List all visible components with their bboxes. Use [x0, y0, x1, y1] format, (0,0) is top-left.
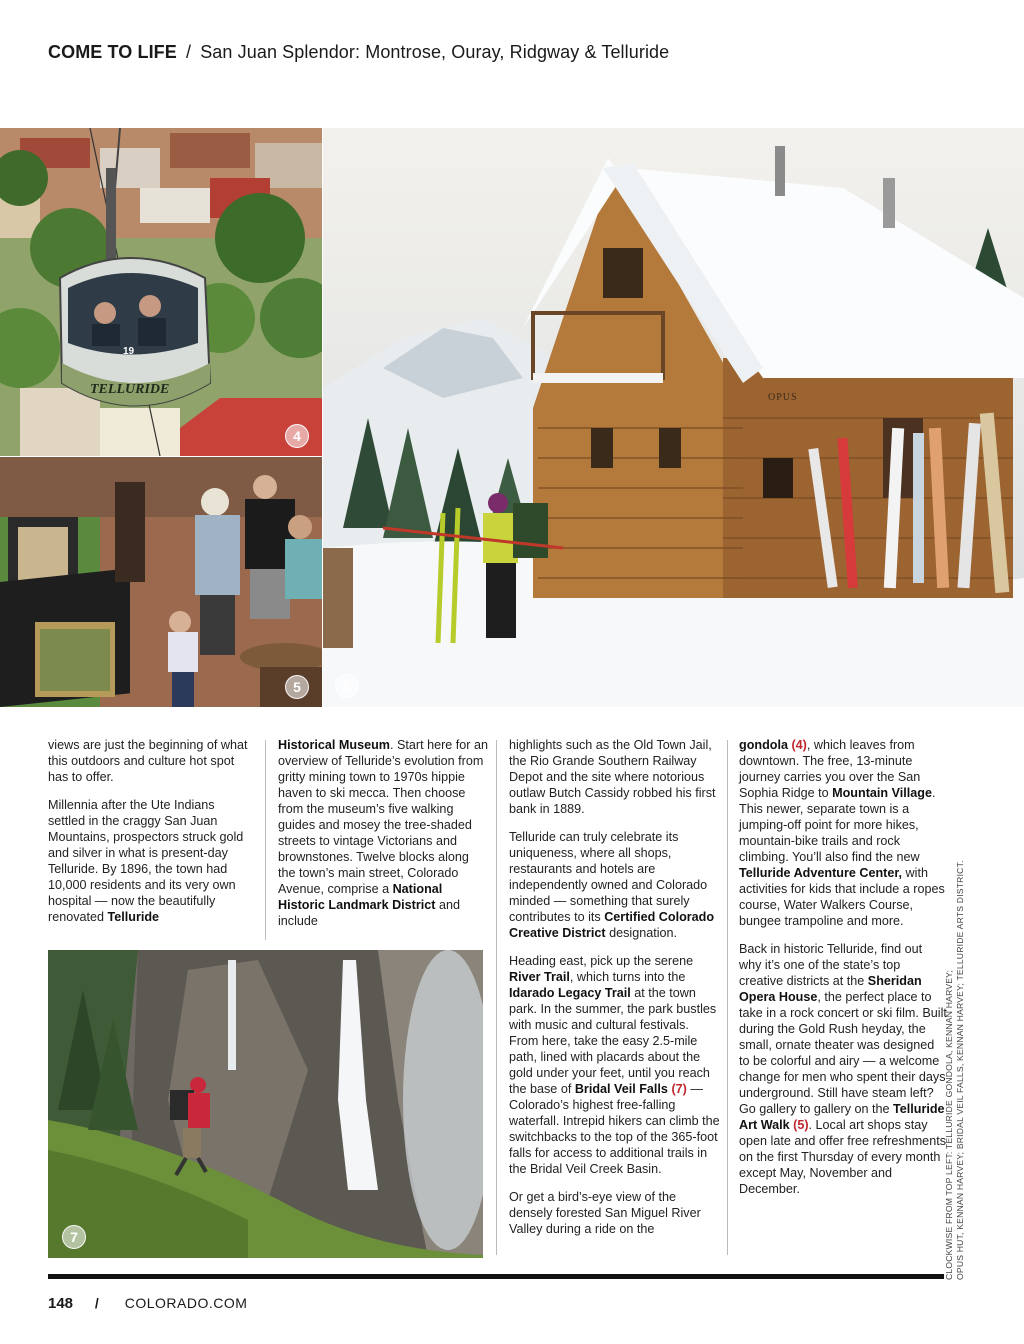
paragraph	[48, 737, 253, 785]
page-number: 148	[48, 1295, 74, 1312]
photo-number-badge: 7	[62, 1225, 86, 1249]
highlight-gondola: gondola	[739, 738, 788, 752]
header-separator: /	[185, 42, 192, 62]
paragraph-text: at the town park. In the summer, the park bustles with music and cultural festivals. From here, take the easy 2.5-mile path, lined with placards about the gold under your feet, until you reach the base of	[509, 986, 717, 1096]
paragraph-text: Back in historic Telluride, find out why it’s one of the state’s top creative districts at the	[739, 942, 923, 988]
photo-reference: (5)	[793, 1118, 809, 1132]
highlight-idarado-trail: Idarado Legacy Trail	[509, 986, 631, 1000]
text-column-1	[48, 737, 253, 937]
opus-hut-photo	[323, 128, 1024, 707]
gondola-cabin-text: TELLURIDE	[90, 382, 170, 397]
gondola-cabin-number: 19	[123, 346, 135, 357]
section-label: COME TO LIFE	[48, 42, 177, 62]
paragraph-text: Heading east, pick up the serene	[509, 954, 694, 968]
paragraph-text: highlights such as the Old Town Jail, the Rio Grande Southern Railway Depot and the site where notorious outlaw Butch Cassidy robbed his first bank in 1889.	[509, 738, 716, 816]
highlight-historical-museum: Historical Museum	[278, 738, 390, 752]
footer-rule	[48, 1274, 944, 1279]
photo-reference: (7)	[671, 1082, 687, 1096]
paragraph-text: and include	[278, 898, 460, 928]
column-divider	[727, 740, 728, 1255]
highlight-opera-house: Sheridan Opera House	[739, 974, 922, 1004]
paragraph-text: Millennia after the Ute Indians settled in the craggy San Juan Mountains, prospectors struck gold and silver in what is present-day Telluride. By 1896, the town had 10,000 residents and its very own hospital — now the beautifully renovated	[48, 798, 244, 924]
paragraph	[509, 829, 721, 941]
photo-number-badge: 6	[335, 674, 359, 698]
paragraph-text: . Start here for an overview of Telluride’s evolution from gritty mining town to 1970s hippie haven to ski mecca. Then choose from the museum’s five walking guides and mosey the tree-shaded streets to vintage Victorians and brownstones. Twelve blocks along the town’s main street, Colorado Avenue, comprise a	[278, 738, 488, 896]
paragraph-text: with activities for kids that include a ropes course, Water Walkers Course, bungee trampoline and more.	[739, 866, 945, 928]
paragraph-text: Telluride can truly celebrate its uniqueness, where all shops, restaurants and hotels are independently owned and Colorado minded — something that surely contributes to its	[509, 830, 708, 924]
highlight-river-trail: River Trail	[509, 970, 570, 984]
text-column-4	[739, 737, 947, 1209]
photo-credit-line: OPUS HUT, KENNAN HARVEY; BRIDAL VEIL FALLS, KENNAN HARVEY; TELLURIDE ARTS DISTRICT.	[955, 860, 965, 1280]
bridal-veil-illustration	[48, 950, 483, 1258]
highlight-bridal-veil-falls: Bridal Veil Falls	[574, 1082, 668, 1096]
paragraph	[739, 941, 947, 1197]
photo-number-badge: 4	[285, 424, 309, 448]
highlight-creative-district: Certified Colorado Creative District	[509, 910, 715, 940]
opus-hut-illustration	[323, 128, 1024, 707]
paragraph-text: , the perfect place to take in a rock concert or ski film. Built during the Gold Rush heyday, the small, ornate theater was designed to be colorful and airy — a welcome change for men who spent their days underground. Still have steam left? Go gallery to gallery on the	[739, 990, 947, 1116]
paragraph-text: Or get a bird’s-eye view of the densely forested San Miguel River Valley during a ride on the	[509, 1190, 701, 1236]
art-walk-photo	[0, 457, 322, 707]
photo-credit-line: CLOCKWISE FROM TOP LEFT: TELLURIDE GONDOLA, KENNAN HARVEY;	[944, 969, 954, 1280]
paragraph	[48, 797, 253, 925]
paragraph	[739, 737, 947, 929]
paragraph-text: — Colorado’s highest free-falling waterfall. Intrepid hikers can climb the switchbacks to the top of the 365-foot falls for access to additional trails in the Bridal Veil Creek Basin.	[509, 1082, 720, 1176]
text-column-2	[278, 737, 488, 941]
photo-credit	[944, 860, 966, 1280]
gondola-illustration	[0, 128, 322, 456]
article-title: San Juan Splendor: Montrose, Ouray, Ridgway & Telluride	[200, 42, 670, 62]
highlight-telluride: Telluride	[107, 910, 160, 924]
site-name: COLORADO.COM	[124, 1295, 248, 1311]
highlight-landmark-district: National Historic Landmark District	[278, 882, 443, 912]
text-column-3	[509, 737, 721, 1249]
paragraph-text: . Local art shops stay open late and offer free refreshments on the first Thursday of every month except May, November and December.	[739, 1118, 946, 1196]
column-divider	[496, 740, 497, 1255]
paragraph-text: views are just the beginning of what this outdoors and culture hot spot has to offer.	[48, 738, 248, 784]
gondola-photo	[0, 128, 322, 456]
paragraph-text: . This newer, separate town is a jumping-off point for more hikes, mountain-bike trails and rock climbing. You’ll also find the new	[739, 786, 936, 864]
paragraph	[509, 737, 721, 817]
paragraph-text: , which leaves from downtown. The free, 13-minute journey carries you over the San Sophia Ridge to	[739, 738, 921, 800]
paragraph	[278, 737, 488, 929]
paragraph-text: designation.	[605, 926, 678, 940]
highlight-adventure-center: Telluride Adventure Center,	[739, 866, 903, 880]
photo-number-badge: 5	[285, 675, 309, 699]
bridal-veil-falls-photo	[48, 950, 483, 1258]
highlight-mountain-village: Mountain Village	[832, 786, 932, 800]
opus-sign: OPUS	[768, 392, 798, 403]
art-walk-illustration	[0, 457, 322, 707]
highlight-art-walk: Telluride Art Walk	[739, 1102, 945, 1132]
page-header	[48, 42, 669, 63]
paragraph	[509, 1189, 721, 1237]
paragraph-text: , which turns into the	[569, 970, 686, 984]
paragraph	[509, 953, 721, 1177]
page-footer	[48, 1295, 247, 1312]
footer-separator: /	[94, 1295, 99, 1311]
photo-reference: (4)	[791, 738, 807, 752]
column-divider	[265, 740, 266, 940]
